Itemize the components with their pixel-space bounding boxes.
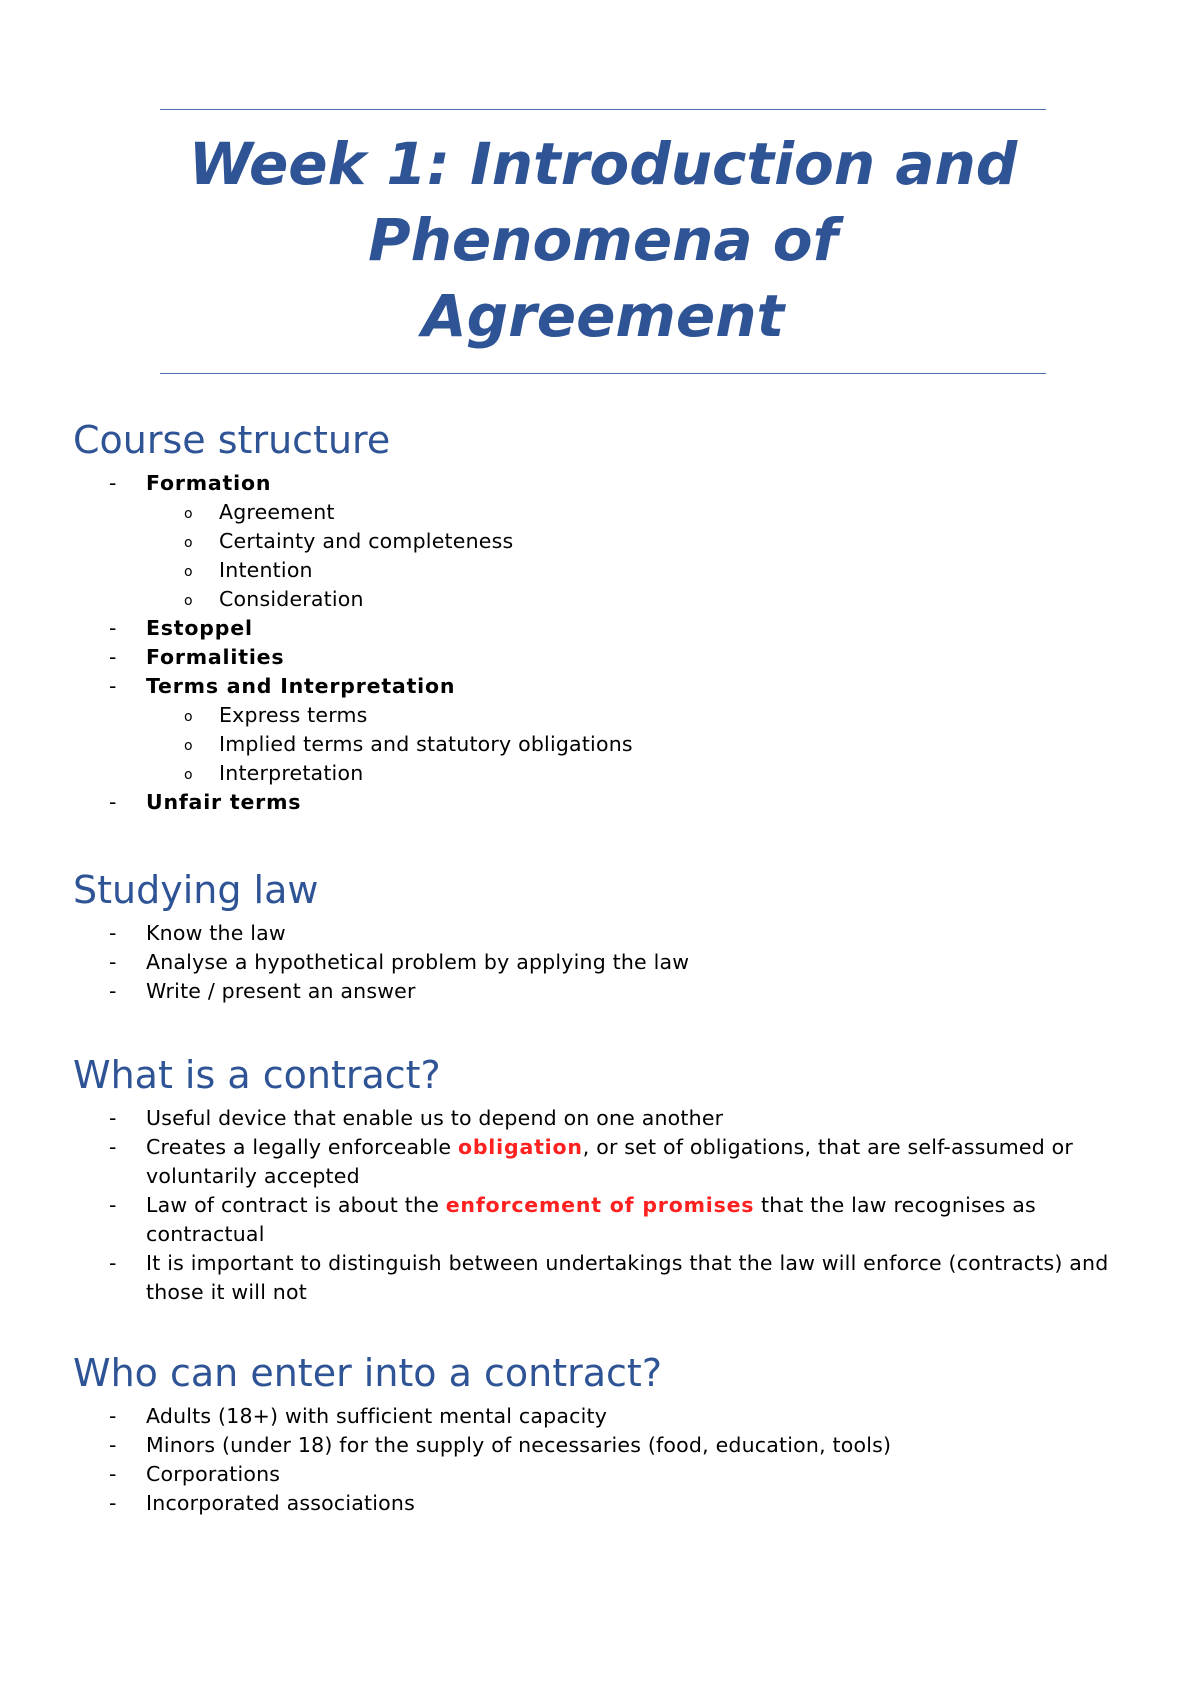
dash-marker: - (109, 1193, 117, 1217)
sub-item-label: Implied terms and statutory obligations (219, 732, 633, 756)
section-course-structure (73, 415, 1133, 817)
title-line: Agreement (421, 282, 785, 350)
item-text: that the law recognises as contractual (146, 1193, 1036, 1246)
sub-item-label: Certainty and completeness (219, 529, 514, 553)
item-label: Formalities (146, 645, 285, 669)
item-text: Write / present an answer (146, 979, 416, 1003)
item-label: Terms and Interpretation (146, 674, 456, 698)
section-heading: Who can enter into a contract? (73, 1351, 662, 1395)
list-item (73, 1460, 1133, 1489)
bullet-marker: o (184, 535, 193, 551)
list-item (73, 614, 1133, 643)
item-text: , or set of obligations, that are self-assumed or voluntarily accepted (146, 1135, 1074, 1188)
item-text: Incorporated associations (146, 1491, 415, 1515)
dash-marker: - (109, 950, 117, 974)
sub-list-item (146, 730, 1133, 759)
item-label: Unfair terms (146, 790, 302, 814)
list-item (73, 977, 1133, 1006)
list-item (73, 1489, 1133, 1518)
dash-marker: - (109, 471, 117, 495)
sub-list-item (146, 498, 1133, 527)
bullet-marker: o (184, 767, 193, 783)
dash-marker: - (109, 1135, 117, 1159)
section-who-can-enter (73, 1348, 1133, 1518)
what-is-contract-list (73, 1104, 1133, 1307)
bullet-marker: o (184, 709, 193, 725)
item-text: Adults (18+) with sufficient mental capacity (146, 1404, 608, 1428)
sub-list-item (146, 527, 1133, 556)
item-label: Formation (146, 471, 272, 495)
course-structure-list (73, 469, 1133, 817)
emphasis-enforcement-of-promises: enforcement of promises (445, 1193, 755, 1217)
sub-item-label: Interpretation (219, 761, 364, 785)
item-text: Creates a legally enforceable (146, 1135, 458, 1159)
sub-item-label: Consideration (219, 587, 364, 611)
dash-marker: - (109, 1106, 117, 1130)
dash-marker: - (109, 645, 117, 669)
sub-list-item (146, 585, 1133, 614)
item-text: Know the law (146, 921, 286, 945)
section-heading: Studying law (73, 868, 319, 912)
sub-list-item (146, 701, 1133, 730)
dash-marker: - (109, 979, 117, 1003)
section-heading: Course structure (73, 418, 391, 462)
dash-marker: - (109, 790, 117, 814)
list-item (73, 1191, 1133, 1249)
item-text: Useful device that enable us to depend on one another (146, 1106, 724, 1130)
item-label: Estoppel (146, 616, 253, 640)
list-item (73, 1431, 1133, 1460)
title-bottom-rule (160, 373, 1046, 374)
title-line: Phenomena of (368, 206, 838, 274)
item-text: Analyse a hypothetical problem by applying the law (146, 950, 690, 974)
emphasis-obligation: obligation (457, 1135, 583, 1159)
list-item (73, 469, 1133, 614)
list-item (73, 1133, 1133, 1191)
list-item (73, 788, 1133, 817)
bullet-marker: o (184, 738, 193, 754)
list-item (73, 643, 1133, 672)
sub-item-label: Intention (219, 558, 313, 582)
title-line: Week 1: Introduction and (188, 130, 1018, 198)
dash-marker: - (109, 616, 117, 640)
list-item (73, 1104, 1133, 1133)
list-item (73, 948, 1133, 977)
dash-marker: - (109, 1462, 117, 1486)
item-text: Law of contract is about the (146, 1193, 446, 1217)
studying-law-list (73, 919, 1133, 1006)
dash-marker: - (109, 1251, 117, 1275)
dash-marker: - (109, 674, 117, 698)
list-item (73, 919, 1133, 948)
sub-list (146, 498, 1133, 614)
list-item (73, 672, 1133, 788)
section-studying-law (73, 865, 1133, 1006)
bullet-marker: o (184, 593, 193, 609)
sub-list (146, 701, 1133, 788)
dash-marker: - (109, 1404, 117, 1428)
bullet-marker: o (184, 564, 193, 580)
document-title (160, 126, 1046, 354)
sub-item-label: Express terms (219, 703, 368, 727)
item-text: Minors (under 18) for the supply of necessaries (food, education, tools) (146, 1433, 892, 1457)
dash-marker: - (109, 921, 117, 945)
section-what-is-contract (73, 1050, 1133, 1307)
who-can-enter-list (73, 1402, 1133, 1518)
title-top-rule (160, 109, 1046, 110)
sub-list-item (146, 556, 1133, 585)
sub-list-item (146, 759, 1133, 788)
section-heading: What is a contract? (73, 1053, 441, 1097)
bullet-marker: o (184, 506, 193, 522)
list-item (73, 1249, 1133, 1307)
list-item (73, 1402, 1133, 1431)
item-text: It is important to distinguish between undertakings that the law will enforce (contracts) and those it will not (146, 1251, 1109, 1304)
dash-marker: - (109, 1491, 117, 1515)
dash-marker: - (109, 1433, 117, 1457)
item-text: Corporations (146, 1462, 281, 1486)
sub-item-label: Agreement (219, 500, 335, 524)
